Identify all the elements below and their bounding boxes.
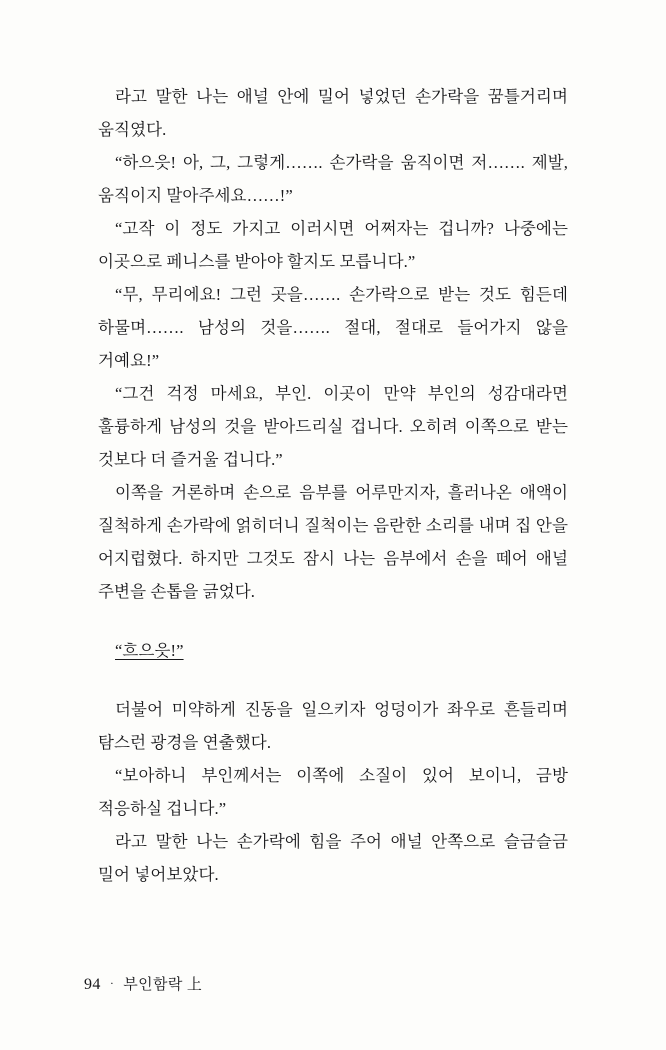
paragraph: 이쪽을 거론하며 손으로 음부를 어루만지자, 흘러나온 애액이 질척하게 손가락에 얽히더니 질척이는 음란한 소리를 내며 집 안을 어지럽혔다. 하지만 그것도 잠시 나는 음부에서 손을 떼어 애널 주변을 손톱을 긁었다. <box>98 483 568 601</box>
paragraph: “하으읏! 아, 그, 그렇게……. 손가락을 움직이면 저……. 제발, 움직이지 말아주세요……!” <box>98 153 568 205</box>
paragraph: 더불어 미약하게 진동을 일으키자 엉덩이가 좌우로 흔들리며 탐스런 광경을 연출했다. <box>98 700 568 752</box>
page-number: 94 <box>84 976 101 993</box>
paragraph: 라고 말한 나는 손가락에 힘을 주어 애널 안쪽으로 슬금슬금 밀어 넣어보았다. <box>98 832 568 884</box>
footer-separator: · <box>109 976 115 990</box>
paragraph: “무, 무리에요! 그런 곳을……. 손가락으로 받는 것도 힘든데 하물며……. 남성의 것을……. 절대, 절대로 들어가지 않을 거예요!” <box>98 285 568 370</box>
paragraph: “보아하니 부인께서는 이쪽에 소질이 있어 보이니, 금방 적응하실 겁니다.” <box>98 766 568 818</box>
paragraph: “고작 이 정도 가지고 이러시면 어쩌자는 겁니까? 나중에는 이곳으로 페니스를 받아야 할지도 모릅니다.” <box>98 219 568 271</box>
paragraph-emphasized: “흐으읏!” <box>115 641 184 660</box>
page-body-text <box>98 80 568 891</box>
paragraph: “그건 걱정 마세요, 부인. 이곳이 만약 부인의 성감대라면 훌륭하게 남성의 것을 받아드리실 겁니다. 오히려 이쪽으로 받는 것보다 더 즐거울 겁니다.” <box>98 384 568 469</box>
book-title: 부인함락 上 <box>123 977 203 993</box>
paragraph: 라고 말한 나는 애널 안에 밀어 넣었던 손가락을 꿈틀거리며 움직였다. <box>98 87 568 139</box>
page-footer <box>84 973 202 994</box>
